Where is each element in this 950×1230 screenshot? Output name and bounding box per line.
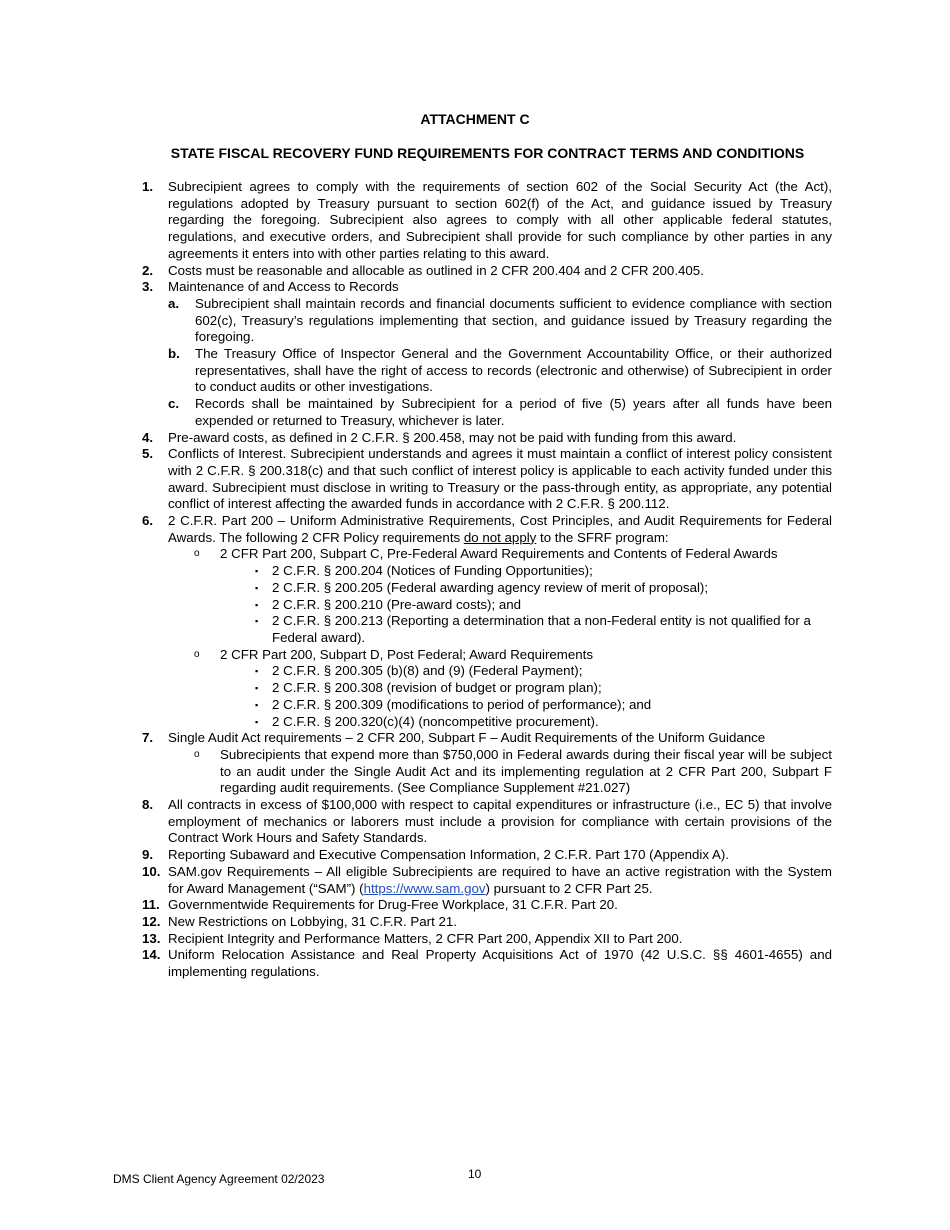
item-number: 2. [142, 262, 154, 278]
sub-item-text: The Treasury Office of Inspector General and the Government Accountability Office, or their authorized representatives, shall have the right of access to records (electronic and otherwise) of Subrecipient in order to conduct audits or other investigations. [195, 346, 832, 395]
bullet-item [168, 663, 832, 680]
item-text: Pre-award costs, as defined in 2 C.F.R. § 200.458, may not be paid with funding from this award. [168, 429, 737, 445]
item-text [168, 513, 832, 545]
sub-item-c [168, 396, 832, 429]
list-item-12 [142, 914, 832, 931]
sub-item-single-audit [168, 747, 832, 797]
item-text: Maintenance of and Access to Records [168, 279, 399, 295]
footer-document-label: DMS Client Agency Agreement 02/2023 [113, 1172, 325, 1186]
sub-item-marker: c. [168, 396, 180, 412]
item-text: Recipient Integrity and Performance Matters, 2 CFR Part 200, Appendix XII to Part 200. [168, 930, 683, 946]
bullet-item [168, 613, 832, 646]
page-number: 10 [468, 1167, 482, 1181]
bullet-text: 2 C.F.R. § 200.213 (Reporting a determination that a non-Federal entity is not qualified for a Federal award). [272, 613, 811, 645]
requirements-list [142, 179, 832, 981]
square-bullet-icon: ▪ [255, 566, 259, 577]
page-title: ATTACHMENT C [420, 111, 530, 127]
list-item-7 [142, 730, 832, 797]
sub-item-marker: b. [168, 346, 180, 362]
bullet-text: 2 C.F.R. § 200.205 (Federal awarding agency review of merit of proposal); [272, 579, 709, 595]
square-bullet-icon: ▪ [255, 716, 259, 727]
sub-item-text: Subrecipients that expend more than $750,000 in Federal awards during their fiscal year will be subject to an audit under the Single Audit Act and its implementing regulation at 2 CFR Part 200, Subpart F regarding audit requirements. (See Compliance Supplement #21.027) [220, 746, 832, 796]
item-text: Subrecipient agrees to comply with the requirements of section 602 of the Social Security Act (the Act), regulations adopted by Treasury pursuant to section 602(f) of the Act, and guidance issued by Treasury regarding the foregoing. Subrecipient also agrees to comply with all other applicable federal statutes, regulations, and executive orders, and Subrecipient shall provide for such compliance by other parties in any agreements it enters into with other parties relating to this award. [168, 179, 832, 261]
circle-bullet-icon: o [194, 648, 200, 660]
list-item-1 [142, 179, 832, 263]
bullet-text: 2 C.F.R. § 200.320(c)(4) (noncompetitive procurement). [272, 713, 599, 729]
item-text: Reporting Subaward and Executive Compensation Information, 2 C.F.R. Part 170 (Appendix A). [168, 847, 729, 863]
item-number: 12. [142, 913, 161, 929]
item-text: Uniform Relocation Assistance and Real Property Acquisitions Act of 1970 (42 U.S.C. §§ 4601-4655) and implementing regulations. [168, 947, 832, 980]
list-item-3 [142, 279, 832, 429]
item-text: Single Audit Act requirements – 2 CFR 200, Subpart F – Audit Requirements of the Uniform Guidance [168, 730, 766, 746]
bullet-text: 2 C.F.R. § 200.308 (revision of budget or program plan); [272, 680, 602, 696]
bullet-item [168, 680, 832, 697]
list-item-13 [142, 931, 832, 948]
item-text-part: SAM.gov Requirements – All eligible Subrecipients are required to have an active registration with the System for Award Management (“SAM”) ( [168, 863, 832, 896]
item-number: 4. [142, 429, 154, 445]
sub-item-text: 2 CFR Part 200, Subpart D, Post Federal; Award Requirements [220, 646, 593, 662]
item-number: 9. [142, 847, 154, 863]
item-number: 1. [142, 179, 154, 194]
bullet-item [168, 563, 832, 580]
underlined-phrase: do not apply [463, 529, 537, 545]
sub-item-text: Records shall be maintained by Subrecipient for a period of five (5) years after all funds have been expended or returned to Treasury, whichever is later. [195, 396, 832, 428]
item-text-part: to the SFRF program: [536, 529, 669, 545]
item-number: 5. [142, 446, 154, 462]
list-item-9 [142, 847, 832, 864]
list-item-8 [142, 797, 832, 847]
item-text [168, 864, 832, 896]
list-item-10 [142, 864, 832, 897]
square-bullet-icon: ▪ [255, 599, 259, 610]
bullet-text: 2 C.F.R. § 200.204 (Notices of Funding Opportunities); [272, 563, 593, 579]
item-number: 14. [142, 947, 161, 963]
item-text: All contracts in excess of $100,000 with respect to capital expenditures or infrastructure (i.e., EC 5) that involve employment of mechanics or laborers must include a provision for compliance with certain provisions of the Contract Work Hours and Safety Standards. [168, 797, 832, 846]
item-number: 11. [142, 897, 160, 913]
item-text: Conflicts of Interest. Subrecipient understands and agrees it must maintain a conflict of interest policy consistent with 2 C.F.R. § 200.318(c) and that such conflict of interest policy is applicable to each activity funded under this award. Subrecipient must disclose in writing to Treasury or the pass-through entity, as appropriate, any potential conflict of interest affecting the awarded funds in accordance with 2 C.F.R. § 200.112. [168, 446, 832, 512]
sam-gov-link[interactable]: https://www.sam.gov [363, 880, 486, 896]
bullet-item [168, 580, 832, 597]
list-item-5 [142, 446, 832, 513]
sub-item-text: 2 CFR Part 200, Subpart C, Pre-Federal Award Requirements and Contents of Federal Awards [220, 546, 778, 562]
bullet-item [168, 597, 832, 614]
item-text: Governmentwide Requirements for Drug-Free Workplace, 31 C.F.R. Part 20. [168, 897, 618, 913]
list-item-2 [142, 263, 832, 280]
item-number: 13. [142, 930, 161, 946]
bullet-text: 2 C.F.R. § 200.210 (Pre-award costs); and [272, 596, 522, 612]
item-number: 7. [142, 730, 154, 746]
item-text: New Restrictions on Lobbying, 31 C.F.R. Part 21. [168, 913, 457, 929]
item-text-part: ) pursuant to 2 CFR Part 25. [485, 880, 653, 896]
list-item-6 [142, 513, 832, 730]
sub-item-text: Subrecipient shall maintain records and financial documents sufficient to evidence compliance with section 602(c), Treasury’s regulations implementing that section, and guidance issued by Treasury regarding the foregoing. [195, 295, 832, 345]
audit-sublist [168, 747, 832, 797]
circle-bullet-icon: o [194, 548, 200, 560]
bullet-text: 2 C.F.R. § 200.309 (modifications to period of performance); and [272, 696, 652, 712]
sub-item-b [168, 346, 832, 396]
bullet-item [168, 714, 832, 731]
item-text-part: 2 C.F.R. Part 200 – Uniform Administrative Requirements, Cost Principles, and Audit Requirements for Federal Awards. The following 2 CFR Policy requirements [168, 513, 832, 545]
records-sublist [168, 296, 832, 430]
item-number: 3. [142, 279, 154, 295]
item-text: Costs must be reasonable and allocable as outlined in 2 CFR 200.404 and 2 CFR 200.405. [168, 262, 704, 278]
bullet-item [168, 697, 832, 714]
item-number: 6. [142, 513, 154, 529]
list-item-14 [142, 947, 832, 980]
bullet-text: 2 C.F.R. § 200.305 (b)(8) and (9) (Federal Payment); [272, 663, 583, 679]
sub-item-subpart-d [168, 647, 832, 664]
square-bullet-icon: ▪ [255, 699, 259, 710]
sub-item-subpart-c [168, 546, 832, 563]
square-bullet-icon: ▪ [255, 582, 259, 593]
list-item-4 [142, 430, 832, 447]
item-number: 10. [142, 863, 161, 879]
list-item-11 [142, 897, 832, 914]
square-bullet-icon: ▪ [255, 616, 259, 627]
exemptions-sublist [168, 546, 832, 730]
sub-item-marker: a. [168, 295, 180, 311]
circle-bullet-icon: o [194, 748, 200, 760]
square-bullet-icon: ▪ [255, 683, 259, 694]
sub-item-a [168, 296, 832, 346]
square-bullet-icon: ▪ [255, 666, 259, 677]
page-subtitle: STATE FISCAL RECOVERY FUND REQUIREMENTS FOR CONTRACT TERMS AND CONDITIONS [170, 145, 805, 161]
item-number: 8. [142, 797, 154, 813]
